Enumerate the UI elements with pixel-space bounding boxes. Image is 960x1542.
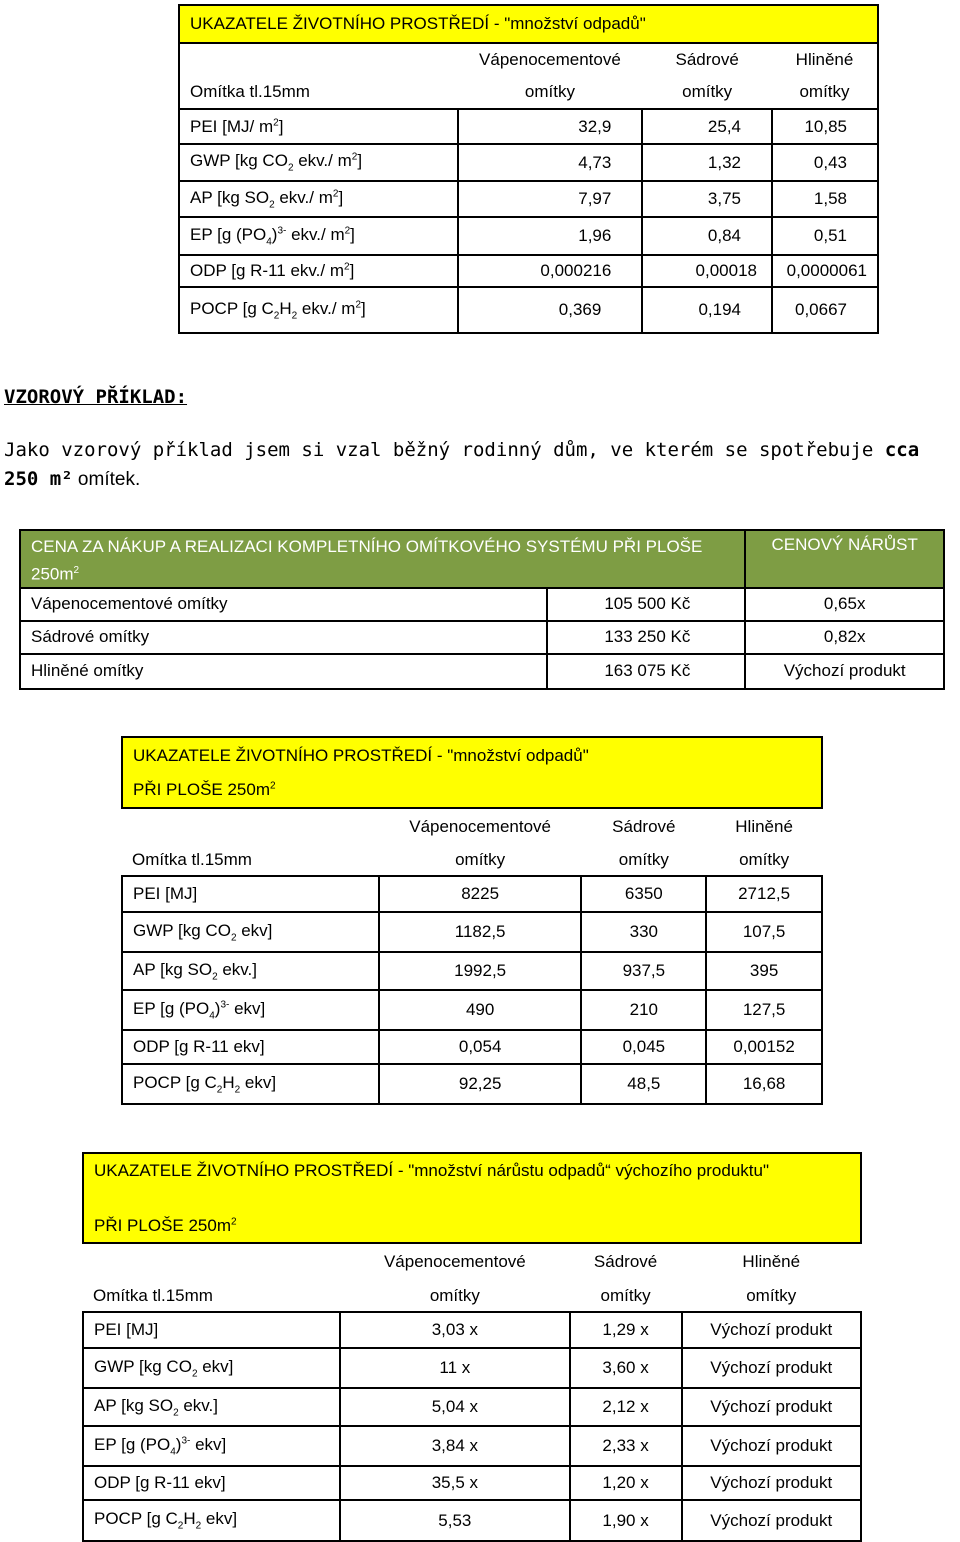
- cell: 0,369: [458, 287, 643, 333]
- cell: 1,90 x: [570, 1500, 682, 1541]
- cell: 6350: [581, 876, 706, 912]
- row-label: PEI [MJ]: [122, 876, 379, 912]
- cell: 0,00152: [706, 1030, 822, 1064]
- cell: 92,25: [379, 1064, 582, 1104]
- cell: 107,5: [706, 912, 822, 952]
- row-label: GWP [kg $CO_2$ ekv./ $m^2$]: [179, 144, 458, 181]
- product-growth: Výchozí produkt: [745, 654, 944, 689]
- env-indicators-area-table: [121, 736, 823, 1105]
- cell: 5,53: [340, 1500, 570, 1541]
- table-title: UKAZATELE ŽIVOTNÍHO PROSTŘEDÍ - "množství odpadů": [122, 737, 822, 773]
- env-growth-table: [82, 1152, 862, 1542]
- row-label: ODP [g R-11 ekv]: [122, 1030, 379, 1064]
- col-header: omítky: [581, 844, 706, 876]
- cell: 0,000216: [458, 255, 643, 287]
- row-label: GWP [kg $CO_2$ ekv]: [122, 912, 379, 952]
- cell: 1,58: [772, 181, 878, 217]
- table-row: [83, 1466, 861, 1500]
- intro-paragraph: Jako vzorový příklad jsem si vzal běžný rodinný dům, ve kterém se spotřebuje cca 250 m² omítek.: [4, 439, 920, 490]
- row-label: PEI [MJ/ $m^2$]: [179, 109, 458, 144]
- row-label: EP [g $(PO_4)^{3-}$ ekv./ $m^2$]: [179, 217, 458, 255]
- row-label: PEI [MJ]: [83, 1312, 340, 1348]
- product-price: 163 075 Kč: [547, 654, 746, 689]
- col-header: omítky: [379, 844, 582, 876]
- cell: 2712,5: [706, 876, 822, 912]
- table-row: [83, 1388, 861, 1426]
- cell: 0,0000061: [772, 255, 878, 287]
- col-header: Hliněné: [772, 43, 878, 76]
- row-label: EP [g $(PO_4)^{3-}$ ekv]: [122, 990, 379, 1030]
- table-row: [179, 287, 878, 333]
- cell: Výchozí produkt: [682, 1426, 862, 1466]
- price-header: CENA ZA NÁKUP A REALIZACI KOMPLETNÍHO OMÍTKOVÉHO SYSTÉMU PŘI PLOŠE $250m^2$: [20, 530, 745, 588]
- cell: 127,5: [706, 990, 822, 1030]
- cell: 7,97: [458, 181, 643, 217]
- row-label: POCP [g $C_2H_2$ ekv]: [122, 1064, 379, 1104]
- col-header: omítky: [642, 76, 772, 109]
- table-title: UKAZATELE ŽIVOTNÍHO PROSTŘEDÍ - "množství nárůstu odpadů“ výchozího produktu": [83, 1153, 861, 1209]
- col-header: Vápenocementové: [479, 50, 621, 69]
- cell: 490: [379, 990, 582, 1030]
- row-label: POCP [g $C_2H_2$ ekv]: [83, 1500, 340, 1541]
- cell: 10,85: [772, 109, 878, 144]
- table-row: [20, 654, 944, 689]
- table-row: [83, 1312, 861, 1348]
- cell: 35,5 x: [340, 1466, 570, 1500]
- row-label: GWP [kg $CO_2$ ekv]: [83, 1348, 340, 1388]
- table-row: [122, 1030, 822, 1064]
- row-label: POCP [g $C_2H_2$ ekv./ $m^2$]: [179, 287, 458, 333]
- cell: 395: [706, 952, 822, 990]
- table-row: [83, 1426, 861, 1466]
- price-table: [19, 529, 945, 690]
- row-label: AP [kg $SO_2$ ekv.]: [122, 952, 379, 990]
- cell: 16,68: [706, 1064, 822, 1104]
- table-title: UKAZATELE ŽIVOTNÍHO PROSTŘEDÍ - "množství odpadů": [179, 5, 878, 43]
- table-row: [179, 181, 878, 217]
- cell: 1182,5: [379, 912, 582, 952]
- cell: 3,03 x: [340, 1312, 570, 1348]
- row-label: ODP [g R-11 ekv]: [83, 1466, 340, 1500]
- cell: 330: [581, 912, 706, 952]
- growth-header: CENOVÝ NÁRŮST: [745, 530, 944, 588]
- col-header: omítky: [570, 1280, 682, 1312]
- row-label: ODP [g R-11 ekv./ $m^2$]: [179, 255, 458, 287]
- product-price: 133 250 Kč: [547, 621, 746, 654]
- cell: 8225: [379, 876, 582, 912]
- cell: 1,32: [642, 144, 772, 181]
- cell: 1,29 x: [570, 1312, 682, 1348]
- cell: 2,33 x: [570, 1426, 682, 1466]
- product-growth: 0,65x: [745, 588, 944, 621]
- table-row: [20, 588, 944, 621]
- table-row: [122, 912, 822, 952]
- cell: 5,04 x: [340, 1388, 570, 1426]
- row-header: Omítka tl.15mm: [179, 76, 458, 109]
- table-row: [20, 621, 944, 654]
- col-header: Sádrové: [612, 816, 676, 836]
- cell: 0,00018: [642, 255, 772, 287]
- cell: 3,84 x: [340, 1426, 570, 1466]
- row-label: EP [g $(PO_4)^{3-}$ ekv]: [83, 1426, 340, 1466]
- cell: 0,51: [772, 217, 878, 255]
- table-row: [122, 1064, 822, 1104]
- col-header: Hliněné: [742, 1252, 801, 1271]
- cell: 4,73: [458, 144, 643, 181]
- cell: 3,60 x: [570, 1348, 682, 1388]
- col-header: omítky: [706, 844, 822, 876]
- cell: 32,9: [458, 109, 643, 144]
- col-header: Hliněné: [735, 816, 793, 836]
- cell: Výchozí produkt: [682, 1500, 862, 1541]
- col-header: omítky: [458, 76, 643, 109]
- row-label: AP [kg $SO_2$ ekv./ $m^2$]: [179, 181, 458, 217]
- table-row: [83, 1500, 861, 1541]
- product-name: Sádrové omítky: [20, 621, 547, 654]
- cell: 0,84: [642, 217, 772, 255]
- col-header: Vápenocementové: [383, 1252, 526, 1271]
- table-subtitle: PŘI PLOŠE $250m^2$: [122, 773, 822, 808]
- cell: 48,5: [581, 1064, 706, 1104]
- row-label: AP [kg $SO_2$ ekv.]: [83, 1388, 340, 1426]
- table-row: [122, 876, 822, 912]
- col-header: omítky: [682, 1280, 862, 1312]
- cell: Výchozí produkt: [682, 1388, 862, 1426]
- col-header: omítky: [772, 76, 878, 109]
- row-header: Omítka tl.15mm: [122, 844, 379, 876]
- table-row: [179, 255, 878, 287]
- table-row: [179, 144, 878, 181]
- cell: 1,20 x: [570, 1466, 682, 1500]
- cell: 0,194: [642, 287, 772, 333]
- product-growth: 0,82x: [745, 621, 944, 654]
- cell: 25,4: [642, 109, 772, 144]
- product-name: Hliněné omítky: [20, 654, 547, 689]
- col-header: Sádrové: [593, 1252, 658, 1271]
- table-row: [122, 990, 822, 1030]
- product-name: Vápenocementové omítky: [20, 588, 547, 621]
- product-price: 105 500 Kč: [547, 588, 746, 621]
- table-row: [179, 109, 878, 144]
- col-header: omítky: [340, 1280, 570, 1312]
- section-heading: VZOROVÝ PŘÍKLAD:: [4, 386, 188, 408]
- table-row: [83, 1348, 861, 1388]
- cell: 1,96: [458, 217, 643, 255]
- cell: 0,43: [772, 144, 878, 181]
- env-indicators-table: [178, 4, 879, 334]
- col-header: Vápenocementové: [409, 816, 552, 836]
- cell: 2,12 x: [570, 1388, 682, 1426]
- cell: 3,75: [642, 181, 772, 217]
- cell: Výchozí produkt: [682, 1312, 862, 1348]
- cell: 937,5: [581, 952, 706, 990]
- cell: Výchozí produkt: [682, 1466, 862, 1500]
- table-subtitle: PŘI PLOŠE $250m^2$: [83, 1209, 861, 1243]
- cell: 0,054: [379, 1030, 582, 1064]
- table-row: [179, 217, 878, 255]
- row-header: Omítka tl.15mm: [83, 1280, 340, 1312]
- cell: 210: [581, 990, 706, 1030]
- col-header: Sádrové: [675, 50, 739, 69]
- cell: 1992,5: [379, 952, 582, 990]
- cell: Výchozí produkt: [682, 1348, 862, 1388]
- cell: 0,045: [581, 1030, 706, 1064]
- cell: 0,0667: [772, 287, 878, 333]
- cell: 11 x: [340, 1348, 570, 1388]
- table-row: [122, 952, 822, 990]
